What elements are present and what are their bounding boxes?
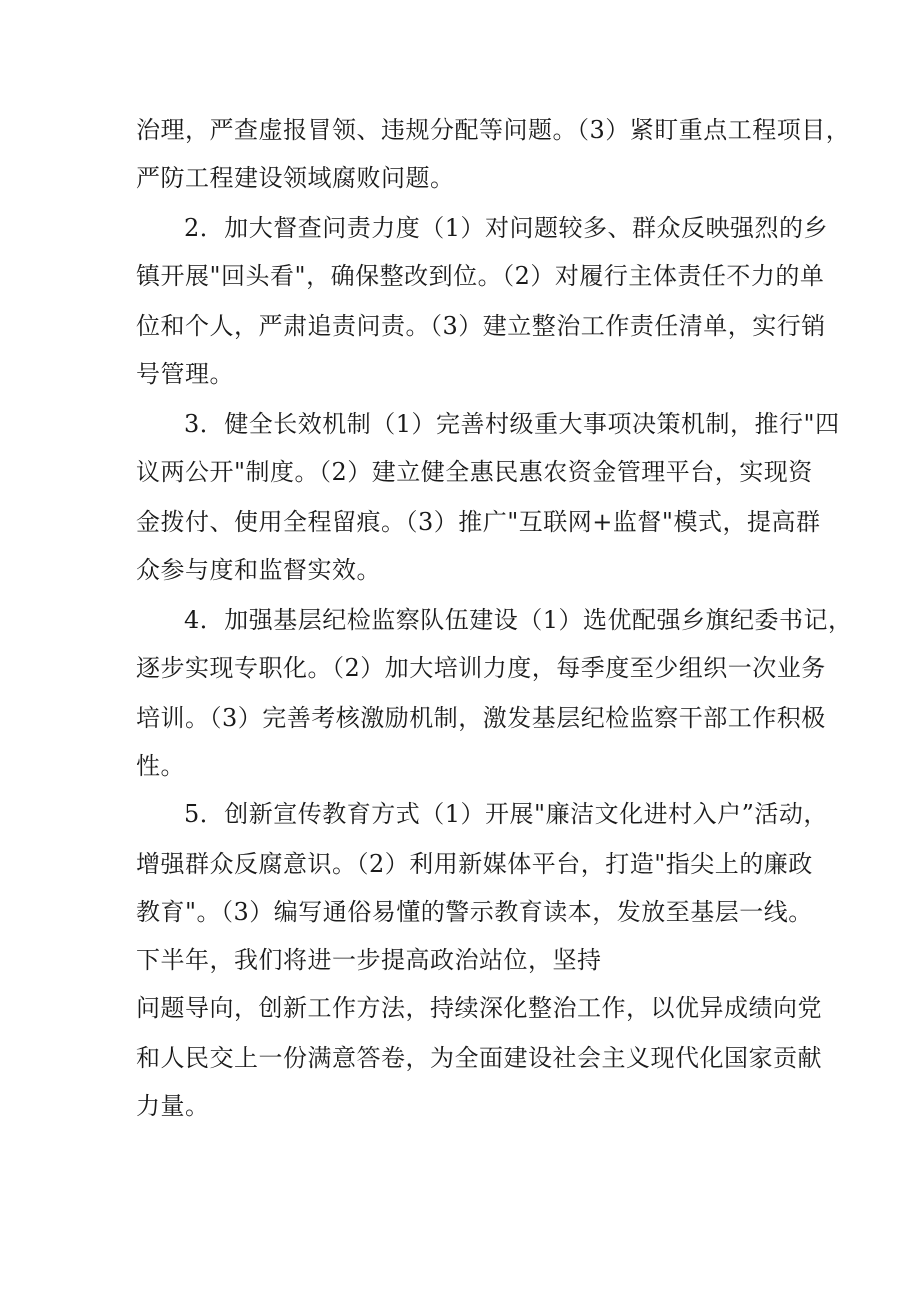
section-4-heading-line: 4．加强基层纪检监察队伍建设（1）选优配强乡旗纪委书记， [184, 606, 853, 634]
section-2-heading-line: 2．加大督查问责力度（1）对问题较多、群众反映强烈的乡 [184, 214, 829, 242]
text-line: 培训。（3）完善考核激励机制，激发基层纪检监察干部工作积极 [136, 704, 826, 732]
text-line: 号管理。 [136, 360, 234, 388]
text-line: 教育"。（3）编写通俗易懂的警示教育读本，发放至基层一线。 [136, 898, 813, 926]
text-line: 增强群众反腐意识。（2）利用新媒体平台，打造"指尖上的廉政 [136, 850, 813, 878]
text-line: 性。 [136, 752, 185, 780]
section-3-heading-line: 3．健全长效机制（1）完善村级重大事项决策机制，推行"四 [184, 410, 840, 438]
section-5-heading-line: 5．创新宣传教育方式（1）开展"廉洁文化进村入户”活动， [184, 800, 828, 828]
text-line: 下半年，我们将进一步提高政治站位，坚持 [136, 946, 602, 974]
text-line: 位和个人，严肃追责问责。（3）建立整治工作责任清单，实行销 [136, 312, 826, 340]
text-line: 严防工程建设领域腐败问题。 [136, 164, 455, 192]
text-line: 金拨付、使用全程留痕。（3）推广"互联网+监督"模式，提高群 [136, 508, 821, 536]
text-line: 逐步实现专职化。（2）加大培训力度，每季度至少组织一次业务 [136, 654, 826, 682]
text-line: 治理，严查虚报冒领、违规分配等问题。（3）紧盯重点工程项目， [136, 116, 851, 144]
text-line: 力量。 [136, 1092, 210, 1120]
text-line: 镇开展"回头看"，确保整改到位。（2）对履行主体责任不力的单 [136, 262, 825, 290]
text-line: 众参与度和监督实效。 [136, 556, 381, 584]
text-line: 问题导向，创新工作方法，持续深化整治工作，以优异成绩向党 [136, 994, 822, 1022]
text-line: 议两公开"制度。（2）建立健全惠民惠农资金管理平台，实现资 [136, 458, 813, 486]
text-line: 和人民交上一份满意答卷，为全面建设社会主义现代化国家贡献 [136, 1044, 822, 1072]
